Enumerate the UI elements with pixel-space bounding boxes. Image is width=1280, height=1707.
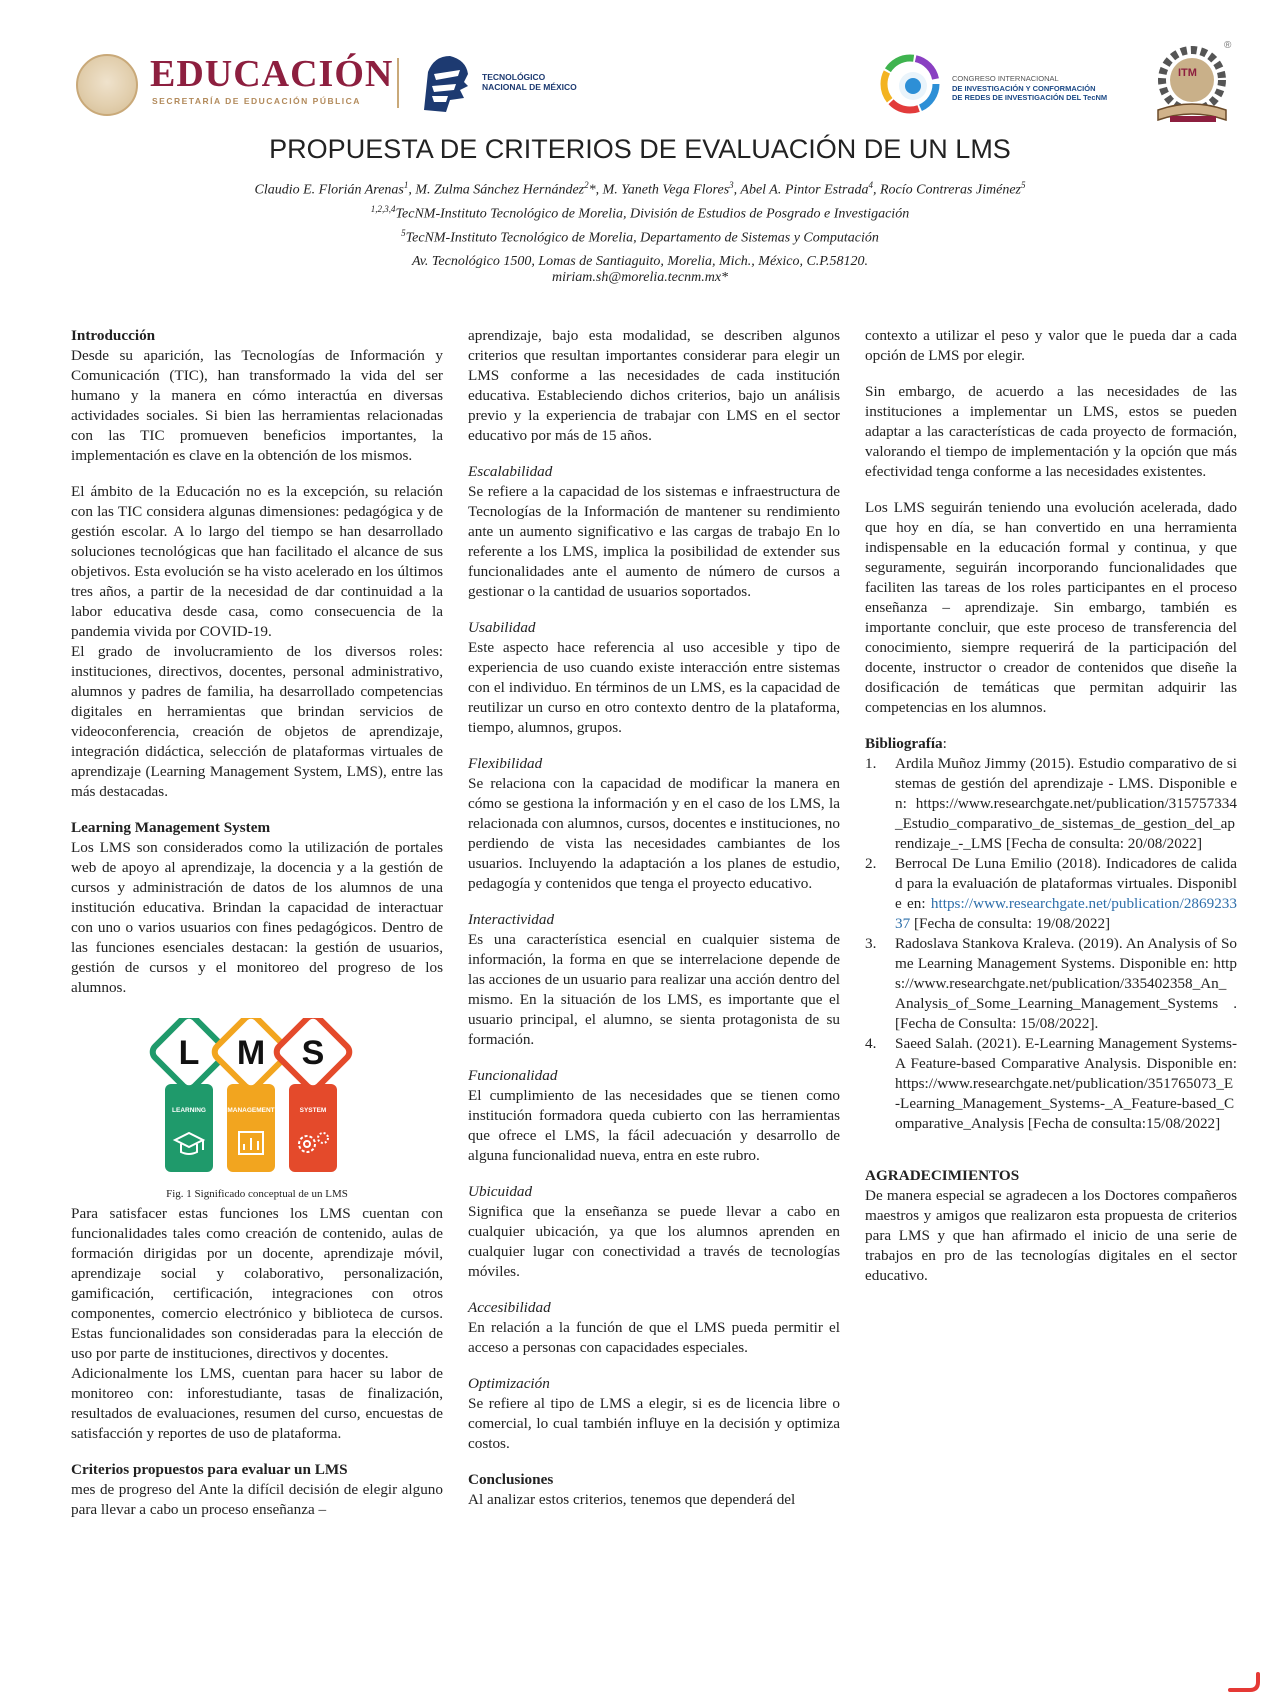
contact-email[interactable]: miriam.sh@morelia.tecnm.mx* (551, 270, 729, 285)
author-1-sup: 1 (403, 180, 409, 190)
lms-heading: Learning Management System (71, 819, 271, 836)
conclusiones-paragraph-3: Los LMS seguirán teniendo una evolución acelerada, dado que hoy en día, se han convertido en una herramienta indispensable en la educación formal y continua, y que seguramente, seguirán incorporando funcionalidades que faciliten las tareas de los roles participantes en el proceso enseñanza – aprendizaje. Sin embargo, también es importante concluir, que este proceso de transferencia del conocimiento, siempre requerirá de la participación del docente, instructor o creador de contenidos que diseñe la dosificación de temáticas que permitan adquirir las competencias en los alumnos. (865, 499, 1237, 716)
affiliation-2 (0, 228, 1280, 247)
flexibilidad-heading: Flexibilidad (468, 755, 543, 772)
conclusiones-heading: Conclusiones (468, 1471, 554, 1488)
bibliography-item-text: Radoslava Stankova Kraleva. (2019). An Analysis of Some Learning Management Systems. Disponible en: https://www.researchgate.net/publication/335402358_An_Analysis_of_Some_Learning_Management_Systems . [Fecha de Consulta: 15/08/2022]. (895, 935, 1237, 1032)
educacion-logo-title: EDUCACIÓN (150, 53, 394, 95)
usabilidad-text: Este aspecto hace referencia al uso accesible y tipo de experiencia de uso cuando existe interacción entre sistemas con el individuo. En términos de un LMS, es la capacidad de reutilizar un curso en otro contexto dentro de la plataforma, tiempo, alumnos, grupos. (468, 639, 840, 736)
column-3 (865, 326, 1237, 1286)
itm-logo (1150, 40, 1250, 126)
lms-paragraph-3: Adicionalmente los LMS, cuentan para hacer su labor de monitoreo con: inforestudiante, tasas de finalización, resultados de evaluaciones, resumen del curso, encuestas de satisfacción y reportes de uso de plataforma. (71, 1365, 443, 1442)
interactividad-heading: Interactividad (468, 911, 555, 928)
bibliography-item-text: Ardila Muñoz Jimmy (2015). Estudio comparativo de sistemas de gestión del aprendizaje - LMS. Disponible en: https://www.researchgate.net/publication/315757334_Estudio_comparativo_de_sistemas_de_gestion_del_aprendizaje_-_LMS [Fecha de consulta: 20/08/2022] (895, 755, 1237, 852)
lms-figure-graphic (71, 1018, 443, 1178)
lms-l-column (165, 1084, 213, 1172)
author-1: Claudio E. Florián Arenas (254, 182, 404, 198)
address: Av. Tecnológico 1500, Lomas de Santiaguito, Morelia, Mich., México, C.P.58120. (411, 254, 869, 269)
tecnm-line-2: NACIONAL DE MÉXICO (482, 82, 577, 92)
corner-mark-icon (1226, 1672, 1262, 1694)
interactividad-text: Es una característica esencial en cualquier sistema de información, la forma en que se interrelacione depende de las acciones de un usuario para realizar una acción dentro del mismo. En la situación de los LMS, es importante que el usuario principal, el alumno, se sienta protagonista de su formación. (468, 931, 840, 1048)
author-4-sup: 4 (868, 180, 873, 190)
congreso-line-3-wrap (952, 93, 1107, 103)
funcionalidad-heading: Funcionalidad (468, 1067, 558, 1084)
bibliography-item-number: 2. (865, 855, 877, 872)
lms-paragraph-1: Los LMS son considerados como la utilización de portales web de apoyo al aprendizaje, la docencia y a la gestión de cursos y administración de datos de los alumnos de una institución educativa. Brindan la capacidad de interactuar con uno o varios usuarios con fines pedagógicos. Dentro de las funciones esenciales destacan: la gestión de usuarios, gestión de cursos y el monitoreo del progreso de los alumnos. (71, 839, 443, 996)
congreso-line-3: DE REDES DE INVESTIGACIÓN DEL TecNM (952, 93, 1108, 102)
bibliography-link[interactable]: https://www.researchgate.net/publication/286923337 (895, 895, 1237, 932)
tecnm-eagle-icon (420, 52, 472, 116)
intro-paragraph-1: Desde su aparición, las Tecnologías de Información y Comunicación (TIC), han transformado la vida del ser humano y la manera en cómo interactúa en diversas actividades sociales. Si bien las herramientas relacionadas con las TIC promueven beneficios importantes, la implementación es clave en la obtención de los mismos. (71, 347, 443, 464)
bibliography-item-text: Berrocal De Luna Emilio (2018). Indicadores de calidad para la evaluación de plataformas virtuales. Disponible en: (895, 855, 1237, 912)
optimizacion-text: Se refiere al tipo de LMS a elegir, si es de licencia libre o comercial, lo cual también influye en la decisión y optimiza costos. (468, 1395, 840, 1452)
tecnm-logo-text (482, 72, 577, 92)
bibliography-item-text-end: [Fecha de consulta: 19/08/2022] (910, 915, 1111, 932)
flexibilidad-text: Se relaciona con la capacidad de modificar la manera en cómo se gestiona la información y en el caso de los LMS, la relacionada con alumnos, cursos, docentes e instituciones, no perdiendo de vista las necesidades cambiantes de los usuarios. Incluyendo la adaptación a los planes de estudio, pedagogía y contenidos que tenga el proyecto educativo. (468, 775, 840, 892)
lms-letter-l: L (178, 1034, 200, 1072)
itm-gear-book-icon (1150, 40, 1250, 126)
educacion-logo (76, 50, 394, 118)
poster-title: PROPUESTA DE CRITERIOS DE EVALUACIÓN DE UN LMS (269, 134, 1011, 164)
accesibilidad-text: En relación a la función de que el LMS pueda permitir el acceso a personas con capacidades especiales. (468, 1319, 840, 1356)
bibliography-item-text: Saeed Salah. (2021). E-Learning Management Systems- A Feature-based Comparative Analysis. Disponible en: https://www.researchgate.net/publication/351765073_E-Learning_Management_Systems-_A_Feature-based_Comparative_Analysis [Fecha de consulta:15/08/2022] (895, 1035, 1237, 1132)
affiliation-1-sup: 1,2,3,4 (370, 204, 396, 214)
column-1 (71, 326, 443, 1520)
lms-paragraph-2: Para satisfacer estas funciones los LMS cuentan con funcionalidades tales como creación de contenido, aulas de formación dirigidas por un docente, aprendizaje móvil, aprendizaje social y colaborativo, personalización, gamificación, certificación, integraciones con otros componentes, comercio electrónico y biblioteca de cursos. Estas funcionalidades son consideradas para la elección de uso por parte de instituciones, directivos y docentes. (71, 1205, 443, 1362)
author-2: , M. Zulma Sánchez Hernández (408, 182, 585, 198)
criteria-paragraph-2: aprendizaje, bajo esta modalidad, se describen algunos criterios que resultan importantes considerar para elegir un LMS conforme a las necesidades de cada institución educativa. Estableciendo dichos criterios, bajo un análisis previo y la experiencia de trabajar con LMS en el sector educativo por más de 15 años. (468, 327, 840, 444)
author-list (0, 180, 1280, 199)
escalabilidad-text: Se refiere a la capacidad de los sistemas e infraestructura de Tecnologías de la Información de mantener su rendimiento ante un aumento significativo e las cargas de trabajo En lo referente a los LMS, implica la posibilidad de extender sus funcionalidades ante el aumento de número de cursos a gestionar o la cantidad de usuarios soportados. (468, 483, 840, 600)
author-2-sup: 2 (584, 180, 589, 190)
author-3-sup: 3 (729, 180, 734, 190)
acknowledgements-text: De manera especial se agradecen a los Doctores compañeros maestros y amigos que realizaron esta propuesta de criterios para LMS y que han afirmado el inicio de una serie de trabajos en pro de las tecnologías digitales en el sector educativo. (865, 1187, 1237, 1284)
affiliation-2-text: TecNM-Instituto Tecnológico de Morelia, Departamento de Sistemas y Computación (405, 230, 879, 246)
lms-label-learning: LEARNING (172, 1107, 206, 1114)
author-3: *, M. Yaneth Vega Flores (588, 182, 730, 198)
conclusiones-continued: contexto a utilizar el peso y valor que le pueda dar a cada opción de LMS por elegir. (865, 327, 1237, 364)
figure-caption: Fig. 1 Significado conceptual de un LMS (166, 1188, 348, 1200)
bibliography-item (865, 934, 1237, 1034)
conclusiones-text: Al analizar estos criterios, tenemos que dependerá del (468, 1491, 796, 1508)
ubicuidad-heading: Ubicuidad (468, 1183, 533, 1200)
congreso-logo-text (952, 74, 1107, 103)
intro-heading: Introducción (71, 327, 156, 344)
mexico-seal-icon (76, 54, 138, 116)
congreso-line-2: DE INVESTIGACIÓN Y CONFORMACIÓN (952, 83, 1096, 93)
congreso-line-2-wrap (952, 84, 1107, 94)
intro-paragraph-2: El ámbito de la Educación no es la excepción, su relación con las TIC considera algunas dimensiones: pedagógica y de gestión escolar. A lo largo del tiempo se han desarrollado soluciones tecnológicas que han facilitado el alcance de sus objetivos. Esta evolución se ha visto acelerado en los últimos tres años, a partir de la necesidad de dar continuidad a la labor educativa desde casa, como consecuencia de la pandemia vivida por COVID-19. (71, 483, 444, 640)
lms-figure (71, 1018, 443, 1178)
ubicuidad-text: Significa que la enseñanza se puede llevar a cabo en cualquier ubicación, ya que los alumnos aprenden en cualquier lugar con conectividad a través de tecnologías móviles. (468, 1203, 840, 1280)
conclusiones-paragraph-2: Sin embargo, de acuerdo a las necesidades de las instituciones a implementar un LMS, estos se pueden adaptar a las características de cada proyecto de formación, valorando el tiempo de implementación y la opción que más efectividad tenga conforme a las necesidades existentes. (865, 383, 1237, 480)
acknowledgements-heading: AGRADECIMIENTOS (865, 1167, 1020, 1184)
author-4: , Abel A. Pintor Estrada (733, 182, 869, 198)
bibliography-heading-line (865, 734, 1237, 754)
bibliography-list (865, 754, 1237, 1134)
bibliography-item (865, 1034, 1237, 1134)
affiliation-1 (0, 204, 1280, 223)
congreso-ring-icon (880, 54, 940, 114)
author-5: , Rocío Contreras Jiménez (872, 182, 1021, 198)
itm-logo-text: ITM (1178, 67, 1197, 79)
lms-label-system: SYSTEM (299, 1107, 327, 1114)
affiliation-2-sup: 5 (401, 228, 406, 238)
bibliography-item (865, 854, 1237, 934)
congreso-line-1: CONGRESO INTERNACIONAL (952, 74, 1059, 83)
lms-letter-m: M (236, 1034, 266, 1072)
bibliography-item-number: 1. (865, 755, 877, 772)
registered-mark: ® (1224, 40, 1232, 51)
congreso-logo (880, 54, 1130, 116)
lms-s-column (289, 1084, 337, 1172)
intro-paragraph-3: El grado de involucramiento de los diversos roles: instituciones, directivos, docentes, personal administrativo, alumnos y padres de familia, ha desarrollado competencias digitales en herramientas que brindan servicios de videoconferencia, creación de objetos de aprendizaje, integración didáctica, selección de plataformas virtuales de aprendizaje (Learning Management System, LMS), entre las más destacadas. (71, 643, 443, 800)
logo-divider (397, 58, 399, 108)
column-2 (468, 326, 840, 1510)
accesibilidad-heading: Accesibilidad (468, 1299, 551, 1316)
bibliography-item-number: 4. (865, 1035, 877, 1052)
lms-m-column (227, 1084, 275, 1172)
funcionalidad-text: El cumplimiento de las necesidades que se tienen como institución formadora queda cubierto con las herramientas que ofrece el LMS, la fácil adecuación y desarrollo de alguna funcionalidad nueva, entra en este rubro. (468, 1087, 840, 1164)
bibliography-item-number: 3. (865, 935, 877, 952)
tecnm-logo (420, 52, 580, 116)
educacion-logo-subtitle: SECRETARÍA DE EDUCACIÓN PÚBLICA (152, 96, 361, 106)
bibliography-heading: Bibliografía (865, 735, 943, 752)
tecnm-line-1: TECNOLÓGICO (482, 72, 546, 82)
lms-letter-s: S (301, 1034, 325, 1072)
author-5-sup: 5 (1020, 180, 1026, 190)
criteria-paragraph-1: mes de progreso del Ante la difícil decisión de elegir alguno para llevar a cabo un proceso enseñanza – (71, 1481, 443, 1518)
lms-label-management: MANAGEMENT (227, 1107, 275, 1114)
affiliation-1-text: TecNM-Instituto Tecnológico de Morelia, División de Estudios de Posgrado e Investigación (395, 206, 910, 222)
optimizacion-heading: Optimización (468, 1375, 550, 1392)
bibliography-colon: : (942, 735, 947, 752)
usabilidad-heading: Usabilidad (468, 619, 536, 636)
escalabilidad-heading: Escalabilidad (468, 463, 553, 480)
bibliography-item (865, 754, 1237, 854)
criteria-heading: Criterios propuestos para evaluar un LMS (71, 1461, 348, 1478)
